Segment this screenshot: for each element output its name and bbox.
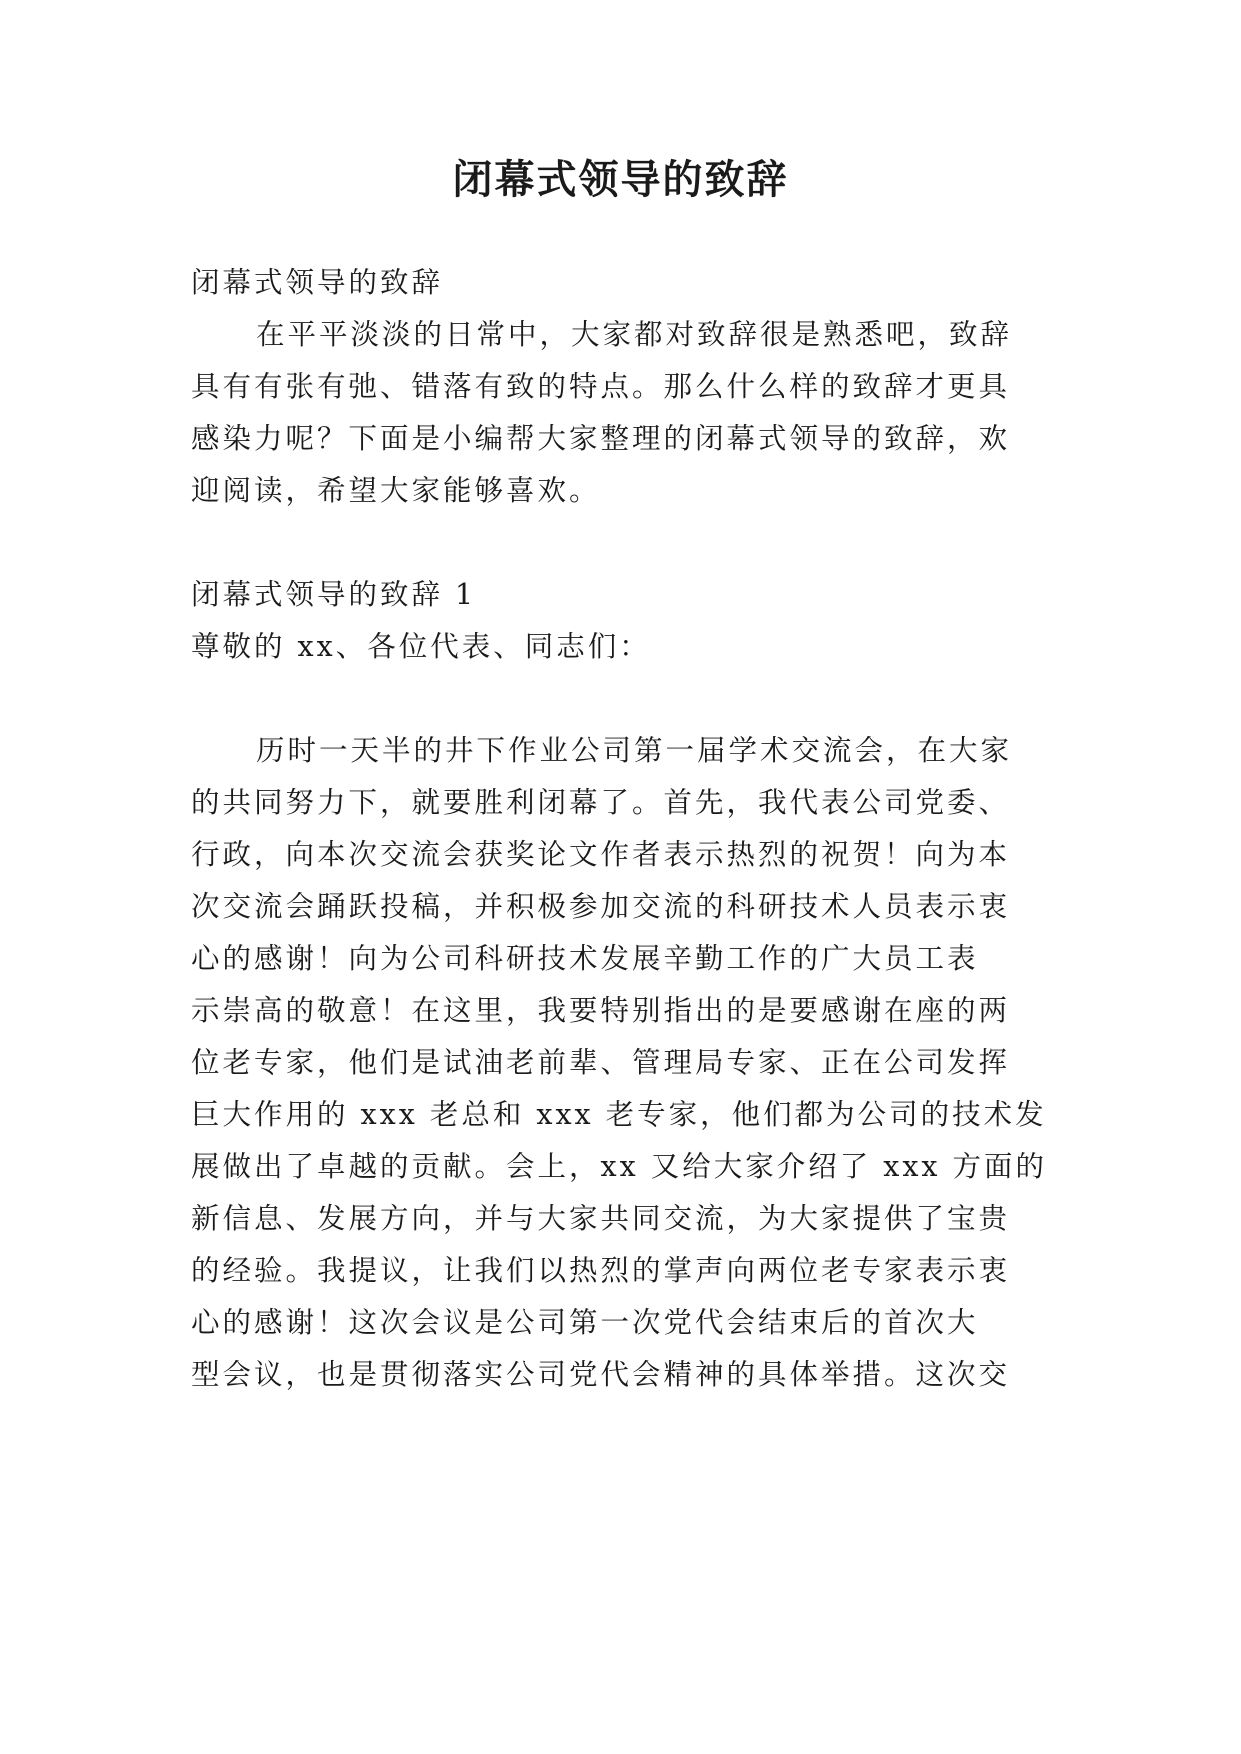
body-line: 历时一天半的井下作业公司第一届学术交流会，在大家 — [256, 734, 1013, 767]
body-line: 位老专家，他们是试油老前辈、管理局专家、正在公司发挥 — [191, 1046, 1011, 1079]
body-line: 心的感谢！向为公司科研技术发展辛勤工作的广大员工表 — [191, 942, 979, 975]
document-title: 闭幕式领导的致辞 — [452, 157, 789, 203]
body-line: 的经验。我提议，让我们以热烈的掌声向两位老专家表示衷 — [191, 1254, 1011, 1287]
body-line: 展做出了卓越的贡献。会上，xx 又给大家介绍了 xxx 方面的 — [191, 1150, 1048, 1183]
body-line: 的共同努力下，就要胜利闭幕了。首先，我代表公司党委、 — [191, 786, 1011, 819]
intro-line: 感染力呢？下面是小编帮大家整理的闭幕式领导的致辞，欢 — [191, 422, 1011, 455]
body-line: 新信息、发展方向，并与大家共同交流，为大家提供了宝贵 — [191, 1202, 1011, 1235]
body-line: 心的感谢！这次会议是公司第一次党代会结束后的首次大 — [191, 1306, 979, 1339]
body-line: 型会议，也是贯彻落实公司党代会精神的具体举措。这次交 — [191, 1358, 1011, 1391]
subtitle: 闭幕式领导的致辞 — [191, 266, 444, 299]
body-line: 次交流会踊跃投稿，并积极参加交流的科研技术人员表示衷 — [191, 890, 1011, 923]
intro-line: 具有有张有弛、错落有致的特点。那么什么样的致辞才更具 — [191, 370, 1011, 403]
section-heading: 闭幕式领导的致辞 1 — [191, 578, 477, 611]
intro-line: 在平平淡淡的日常中，大家都对致辞很是熟悉吧，致辞 — [256, 318, 1013, 351]
body-line: 示崇高的敬意！在这里，我要特别指出的是要感谢在座的两 — [191, 994, 1011, 1027]
salutation: 尊敬的 xx、各位代表、同志们： — [191, 630, 651, 663]
intro-line: 迎阅读，希望大家能够喜欢。 — [191, 474, 601, 507]
body-line: 巨大作用的 xxx 老总和 xxx 老专家，他们都为公司的技术发 — [191, 1098, 1047, 1131]
body-line: 行政，向本次交流会获奖论文作者表示热烈的祝贺！向为本 — [191, 838, 1011, 871]
